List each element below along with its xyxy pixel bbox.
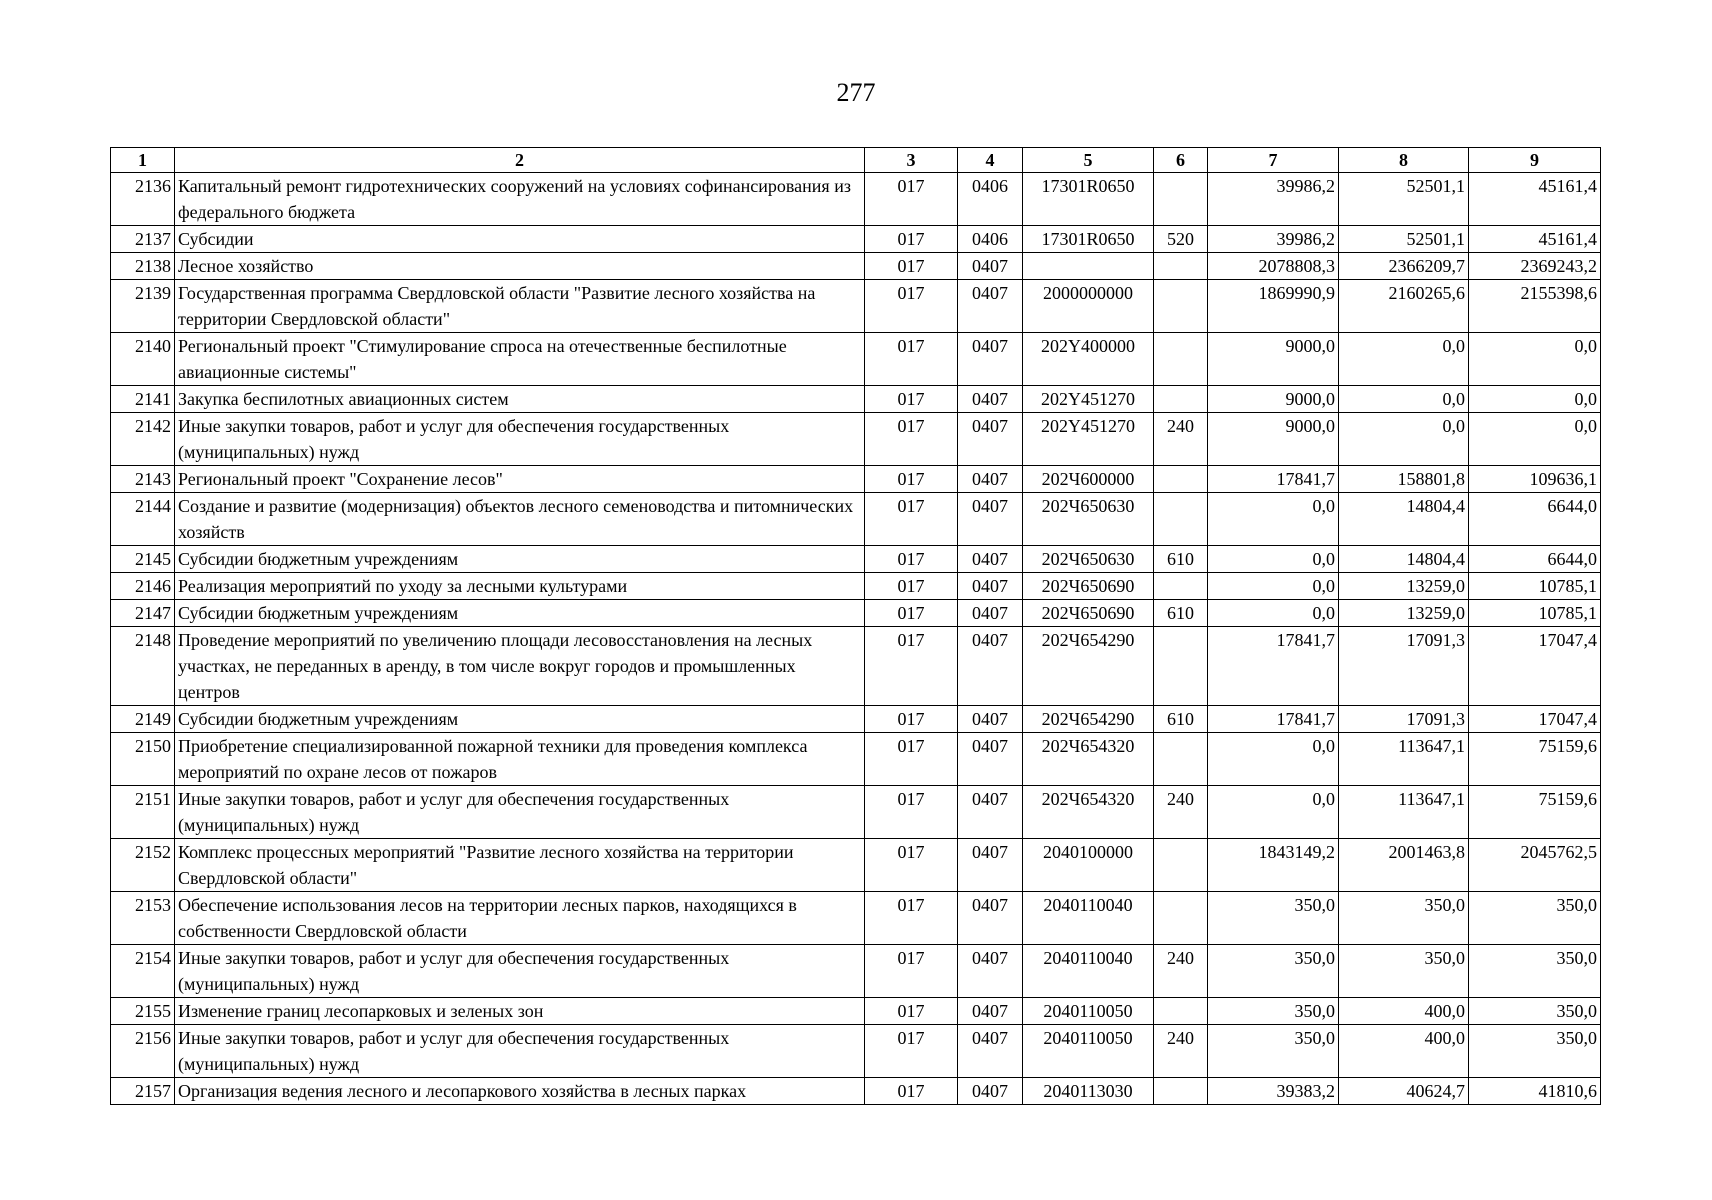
amount-year2-cell: 2160265,6 bbox=[1339, 280, 1469, 333]
column-header: 3 bbox=[865, 148, 958, 173]
target-code-cell: 2040110050 bbox=[1023, 1025, 1154, 1078]
ministry-code-cell: 017 bbox=[865, 493, 958, 546]
amount-year1-cell: 17841,7 bbox=[1208, 466, 1339, 493]
row-number-cell: 2139 bbox=[111, 280, 175, 333]
target-code-cell: 2040110050 bbox=[1023, 998, 1154, 1025]
item-name-cell: Изменение границ лесопарковых и зеленых зон bbox=[175, 998, 865, 1025]
amount-year1-cell: 17841,7 bbox=[1208, 706, 1339, 733]
ministry-code-cell: 017 bbox=[865, 892, 958, 945]
ministry-code-cell: 017 bbox=[865, 786, 958, 839]
amount-year3-cell: 45161,4 bbox=[1469, 226, 1601, 253]
row-number-cell: 2137 bbox=[111, 226, 175, 253]
amount-year3-cell: 75159,6 bbox=[1469, 733, 1601, 786]
amount-year2-cell: 0,0 bbox=[1339, 386, 1469, 413]
column-header: 8 bbox=[1339, 148, 1469, 173]
amount-year3-cell: 45161,4 bbox=[1469, 173, 1601, 226]
target-code-cell: 2000000000 bbox=[1023, 280, 1154, 333]
target-code-cell: 202Ч654290 bbox=[1023, 627, 1154, 706]
ministry-code-cell: 017 bbox=[865, 600, 958, 627]
amount-year3-cell: 17047,4 bbox=[1469, 627, 1601, 706]
expense-type-cell: 610 bbox=[1154, 546, 1208, 573]
row-number-cell: 2145 bbox=[111, 546, 175, 573]
amount-year3-cell: 109636,1 bbox=[1469, 466, 1601, 493]
ministry-code-cell: 017 bbox=[865, 706, 958, 733]
table-row bbox=[111, 173, 1601, 226]
amount-year1-cell: 9000,0 bbox=[1208, 333, 1339, 386]
expense-type-cell bbox=[1154, 892, 1208, 945]
row-number-cell: 2157 bbox=[111, 1078, 175, 1105]
target-code-cell: 2040100000 bbox=[1023, 839, 1154, 892]
table-row bbox=[111, 786, 1601, 839]
table-row bbox=[111, 600, 1601, 627]
expense-type-cell: 610 bbox=[1154, 706, 1208, 733]
column-header: 7 bbox=[1208, 148, 1339, 173]
amount-year1-cell: 9000,0 bbox=[1208, 386, 1339, 413]
amount-year1-cell: 350,0 bbox=[1208, 945, 1339, 998]
amount-year2-cell: 13259,0 bbox=[1339, 600, 1469, 627]
section-code-cell: 0407 bbox=[958, 627, 1023, 706]
row-number-cell: 2154 bbox=[111, 945, 175, 998]
amount-year3-cell: 350,0 bbox=[1469, 892, 1601, 945]
section-code-cell: 0407 bbox=[958, 892, 1023, 945]
expense-type-cell bbox=[1154, 253, 1208, 280]
table-header-row bbox=[111, 148, 1601, 173]
row-number-cell: 2149 bbox=[111, 706, 175, 733]
ministry-code-cell: 017 bbox=[865, 280, 958, 333]
target-code-cell: 17301R0650 bbox=[1023, 173, 1154, 226]
item-name-cell: Субсидии bbox=[175, 226, 865, 253]
amount-year3-cell: 41810,6 bbox=[1469, 1078, 1601, 1105]
section-code-cell: 0407 bbox=[958, 1025, 1023, 1078]
row-number-cell: 2150 bbox=[111, 733, 175, 786]
section-code-cell: 0406 bbox=[958, 173, 1023, 226]
target-code-cell: 2040113030 bbox=[1023, 1078, 1154, 1105]
table-row bbox=[111, 627, 1601, 706]
table-row bbox=[111, 892, 1601, 945]
target-code-cell: 202Ч600000 bbox=[1023, 466, 1154, 493]
expense-type-cell bbox=[1154, 573, 1208, 600]
section-code-cell: 0407 bbox=[958, 546, 1023, 573]
amount-year1-cell: 1869990,9 bbox=[1208, 280, 1339, 333]
table-row bbox=[111, 253, 1601, 280]
column-header: 9 bbox=[1469, 148, 1601, 173]
table-row bbox=[111, 945, 1601, 998]
item-name-cell: Проведение мероприятий по увеличению площади лесовосстановления на лесных участках, не переданных в аренду, в том числе вокруг городов и промышленных центров bbox=[175, 627, 865, 706]
target-code-cell: 202Ч654320 bbox=[1023, 786, 1154, 839]
amount-year2-cell: 2001463,8 bbox=[1339, 839, 1469, 892]
target-code-cell: 2040110040 bbox=[1023, 945, 1154, 998]
target-code-cell: 202Ч650630 bbox=[1023, 546, 1154, 573]
section-code-cell: 0407 bbox=[958, 253, 1023, 280]
amount-year3-cell: 10785,1 bbox=[1469, 573, 1601, 600]
item-name-cell: Иные закупки товаров, работ и услуг для обеспечения государственных (муниципальных) нужд bbox=[175, 1025, 865, 1078]
item-name-cell: Закупка беспилотных авиационных систем bbox=[175, 386, 865, 413]
amount-year3-cell: 6644,0 bbox=[1469, 546, 1601, 573]
ministry-code-cell: 017 bbox=[865, 839, 958, 892]
table-row bbox=[111, 333, 1601, 386]
amount-year1-cell: 0,0 bbox=[1208, 573, 1339, 600]
amount-year1-cell: 1843149,2 bbox=[1208, 839, 1339, 892]
amount-year1-cell: 2078808,3 bbox=[1208, 253, 1339, 280]
column-header: 5 bbox=[1023, 148, 1154, 173]
amount-year2-cell: 113647,1 bbox=[1339, 786, 1469, 839]
ministry-code-cell: 017 bbox=[865, 627, 958, 706]
amount-year2-cell: 0,0 bbox=[1339, 413, 1469, 466]
section-code-cell: 0406 bbox=[958, 226, 1023, 253]
item-name-cell: Иные закупки товаров, работ и услуг для обеспечения государственных (муниципальных) нужд bbox=[175, 945, 865, 998]
section-code-cell: 0407 bbox=[958, 386, 1023, 413]
target-code-cell bbox=[1023, 253, 1154, 280]
table-row bbox=[111, 1025, 1601, 1078]
row-number-cell: 2143 bbox=[111, 466, 175, 493]
row-number-cell: 2142 bbox=[111, 413, 175, 466]
expense-type-cell bbox=[1154, 733, 1208, 786]
budget-table bbox=[110, 147, 1601, 1105]
item-name-cell: Приобретение специализированной пожарной техники для проведения комплекса мероприятий по охране лесов от пожаров bbox=[175, 733, 865, 786]
ministry-code-cell: 017 bbox=[865, 546, 958, 573]
table-row bbox=[111, 998, 1601, 1025]
table-row bbox=[111, 386, 1601, 413]
amount-year2-cell: 350,0 bbox=[1339, 892, 1469, 945]
amount-year2-cell: 400,0 bbox=[1339, 998, 1469, 1025]
ministry-code-cell: 017 bbox=[865, 466, 958, 493]
section-code-cell: 0407 bbox=[958, 945, 1023, 998]
amount-year2-cell: 400,0 bbox=[1339, 1025, 1469, 1078]
section-code-cell: 0407 bbox=[958, 493, 1023, 546]
section-code-cell: 0407 bbox=[958, 786, 1023, 839]
amount-year2-cell: 13259,0 bbox=[1339, 573, 1469, 600]
section-code-cell: 0407 bbox=[958, 466, 1023, 493]
table-body bbox=[111, 173, 1601, 1105]
target-code-cell: 202Y451270 bbox=[1023, 413, 1154, 466]
table-row bbox=[111, 226, 1601, 253]
amount-year2-cell: 14804,4 bbox=[1339, 546, 1469, 573]
expense-type-cell: 520 bbox=[1154, 226, 1208, 253]
ministry-code-cell: 017 bbox=[865, 333, 958, 386]
row-number-cell: 2147 bbox=[111, 600, 175, 627]
section-code-cell: 0407 bbox=[958, 413, 1023, 466]
amount-year3-cell: 2045762,5 bbox=[1469, 839, 1601, 892]
row-number-cell: 2152 bbox=[111, 839, 175, 892]
target-code-cell: 202Ч654320 bbox=[1023, 733, 1154, 786]
table-row bbox=[111, 280, 1601, 333]
row-number-cell: 2146 bbox=[111, 573, 175, 600]
amount-year1-cell: 17841,7 bbox=[1208, 627, 1339, 706]
expense-type-cell bbox=[1154, 386, 1208, 413]
expense-type-cell bbox=[1154, 333, 1208, 386]
amount-year1-cell: 350,0 bbox=[1208, 892, 1339, 945]
amount-year1-cell: 350,0 bbox=[1208, 998, 1339, 1025]
table-row bbox=[111, 1078, 1601, 1105]
item-name-cell: Лесное хозяйство bbox=[175, 253, 865, 280]
amount-year2-cell: 158801,8 bbox=[1339, 466, 1469, 493]
amount-year2-cell: 14804,4 bbox=[1339, 493, 1469, 546]
ministry-code-cell: 017 bbox=[865, 173, 958, 226]
amount-year3-cell: 0,0 bbox=[1469, 333, 1601, 386]
target-code-cell: 202Ч650690 bbox=[1023, 600, 1154, 627]
amount-year2-cell: 0,0 bbox=[1339, 333, 1469, 386]
amount-year1-cell: 350,0 bbox=[1208, 1025, 1339, 1078]
item-name-cell: Иные закупки товаров, работ и услуг для обеспечения государственных (муниципальных) нужд bbox=[175, 413, 865, 466]
expense-type-cell bbox=[1154, 173, 1208, 226]
expense-type-cell bbox=[1154, 280, 1208, 333]
amount-year3-cell: 17047,4 bbox=[1469, 706, 1601, 733]
expense-type-cell: 240 bbox=[1154, 945, 1208, 998]
amount-year1-cell: 9000,0 bbox=[1208, 413, 1339, 466]
table-row bbox=[111, 573, 1601, 600]
ministry-code-cell: 017 bbox=[865, 226, 958, 253]
amount-year3-cell: 0,0 bbox=[1469, 413, 1601, 466]
amount-year3-cell: 0,0 bbox=[1469, 386, 1601, 413]
row-number-cell: 2140 bbox=[111, 333, 175, 386]
amount-year3-cell: 350,0 bbox=[1469, 945, 1601, 998]
target-code-cell: 202Y400000 bbox=[1023, 333, 1154, 386]
table-row bbox=[111, 413, 1601, 466]
amount-year1-cell: 0,0 bbox=[1208, 600, 1339, 627]
expense-type-cell: 240 bbox=[1154, 1025, 1208, 1078]
amount-year1-cell: 39986,2 bbox=[1208, 173, 1339, 226]
table-row bbox=[111, 733, 1601, 786]
column-header: 2 bbox=[175, 148, 865, 173]
row-number-cell: 2148 bbox=[111, 627, 175, 706]
table-row bbox=[111, 466, 1601, 493]
amount-year3-cell: 350,0 bbox=[1469, 1025, 1601, 1078]
amount-year2-cell: 350,0 bbox=[1339, 945, 1469, 998]
column-header: 1 bbox=[111, 148, 175, 173]
amount-year1-cell: 39986,2 bbox=[1208, 226, 1339, 253]
ministry-code-cell: 017 bbox=[865, 253, 958, 280]
table-row bbox=[111, 839, 1601, 892]
row-number-cell: 2138 bbox=[111, 253, 175, 280]
row-number-cell: 2155 bbox=[111, 998, 175, 1025]
target-code-cell: 202Y451270 bbox=[1023, 386, 1154, 413]
section-code-cell: 0407 bbox=[958, 733, 1023, 786]
amount-year2-cell: 40624,7 bbox=[1339, 1078, 1469, 1105]
expense-type-cell bbox=[1154, 466, 1208, 493]
expense-type-cell bbox=[1154, 1078, 1208, 1105]
expense-type-cell: 240 bbox=[1154, 786, 1208, 839]
amount-year3-cell: 10785,1 bbox=[1469, 600, 1601, 627]
expense-type-cell: 240 bbox=[1154, 413, 1208, 466]
expense-type-cell bbox=[1154, 839, 1208, 892]
amount-year3-cell: 2155398,6 bbox=[1469, 280, 1601, 333]
item-name-cell: Организация ведения лесного и лесопаркового хозяйства в лесных парках bbox=[175, 1078, 865, 1105]
item-name-cell: Обеспечение использования лесов на территории лесных парков, находящихся в собственности Свердловской области bbox=[175, 892, 865, 945]
item-name-cell: Реализация мероприятий по уходу за лесными культурами bbox=[175, 573, 865, 600]
section-code-cell: 0407 bbox=[958, 998, 1023, 1025]
amount-year1-cell: 39383,2 bbox=[1208, 1078, 1339, 1105]
target-code-cell: 202Ч654290 bbox=[1023, 706, 1154, 733]
section-code-cell: 0407 bbox=[958, 333, 1023, 386]
item-name-cell: Иные закупки товаров, работ и услуг для обеспечения государственных (муниципальных) нужд bbox=[175, 786, 865, 839]
expense-type-cell: 610 bbox=[1154, 600, 1208, 627]
amount-year2-cell: 2366209,7 bbox=[1339, 253, 1469, 280]
amount-year1-cell: 0,0 bbox=[1208, 493, 1339, 546]
amount-year2-cell: 52501,1 bbox=[1339, 226, 1469, 253]
target-code-cell: 202Ч650690 bbox=[1023, 573, 1154, 600]
table-row bbox=[111, 546, 1601, 573]
amount-year3-cell: 350,0 bbox=[1469, 998, 1601, 1025]
section-code-cell: 0407 bbox=[958, 1078, 1023, 1105]
amount-year1-cell: 0,0 bbox=[1208, 546, 1339, 573]
item-name-cell: Субсидии бюджетным учреждениям bbox=[175, 600, 865, 627]
expense-type-cell bbox=[1154, 493, 1208, 546]
column-header: 4 bbox=[958, 148, 1023, 173]
ministry-code-cell: 017 bbox=[865, 573, 958, 600]
ministry-code-cell: 017 bbox=[865, 413, 958, 466]
target-code-cell: 17301R0650 bbox=[1023, 226, 1154, 253]
expense-type-cell bbox=[1154, 998, 1208, 1025]
amount-year1-cell: 0,0 bbox=[1208, 733, 1339, 786]
amount-year3-cell: 75159,6 bbox=[1469, 786, 1601, 839]
amount-year3-cell: 2369243,2 bbox=[1469, 253, 1601, 280]
ministry-code-cell: 017 bbox=[865, 945, 958, 998]
ministry-code-cell: 017 bbox=[865, 1078, 958, 1105]
row-number-cell: 2153 bbox=[111, 892, 175, 945]
column-header: 6 bbox=[1154, 148, 1208, 173]
target-code-cell: 2040110040 bbox=[1023, 892, 1154, 945]
section-code-cell: 0407 bbox=[958, 600, 1023, 627]
item-name-cell: Капитальный ремонт гидротехнических сооружений на условиях софинансирования из федерального бюджета bbox=[175, 173, 865, 226]
amount-year2-cell: 52501,1 bbox=[1339, 173, 1469, 226]
item-name-cell: Субсидии бюджетным учреждениям bbox=[175, 546, 865, 573]
table-row bbox=[111, 706, 1601, 733]
section-code-cell: 0407 bbox=[958, 280, 1023, 333]
table-row bbox=[111, 493, 1601, 546]
amount-year3-cell: 6644,0 bbox=[1469, 493, 1601, 546]
item-name-cell: Комплекс процессных мероприятий "Развитие лесного хозяйства на территории Свердловской области" bbox=[175, 839, 865, 892]
row-number-cell: 2144 bbox=[111, 493, 175, 546]
section-code-cell: 0407 bbox=[958, 706, 1023, 733]
amount-year2-cell: 17091,3 bbox=[1339, 706, 1469, 733]
item-name-cell: Государственная программа Свердловской области "Развитие лесного хозяйства на территории Свердловской области" bbox=[175, 280, 865, 333]
row-number-cell: 2156 bbox=[111, 1025, 175, 1078]
item-name-cell: Субсидии бюджетным учреждениям bbox=[175, 706, 865, 733]
amount-year2-cell: 17091,3 bbox=[1339, 627, 1469, 706]
item-name-cell: Региональный проект "Стимулирование спроса на отечественные беспилотные авиационные системы" bbox=[175, 333, 865, 386]
section-code-cell: 0407 bbox=[958, 839, 1023, 892]
row-number-cell: 2141 bbox=[111, 386, 175, 413]
ministry-code-cell: 017 bbox=[865, 1025, 958, 1078]
ministry-code-cell: 017 bbox=[865, 998, 958, 1025]
item-name-cell: Создание и развитие (модернизация) объектов лесного семеноводства и питомнических хозяйств bbox=[175, 493, 865, 546]
expense-type-cell bbox=[1154, 627, 1208, 706]
page-number: 277 bbox=[836, 78, 876, 107]
row-number-cell: 2136 bbox=[111, 173, 175, 226]
amount-year2-cell: 113647,1 bbox=[1339, 733, 1469, 786]
row-number-cell: 2151 bbox=[111, 786, 175, 839]
amount-year1-cell: 0,0 bbox=[1208, 786, 1339, 839]
section-code-cell: 0407 bbox=[958, 573, 1023, 600]
ministry-code-cell: 017 bbox=[865, 386, 958, 413]
ministry-code-cell: 017 bbox=[865, 733, 958, 786]
item-name-cell: Региональный проект "Сохранение лесов" bbox=[175, 466, 865, 493]
target-code-cell: 202Ч650630 bbox=[1023, 493, 1154, 546]
